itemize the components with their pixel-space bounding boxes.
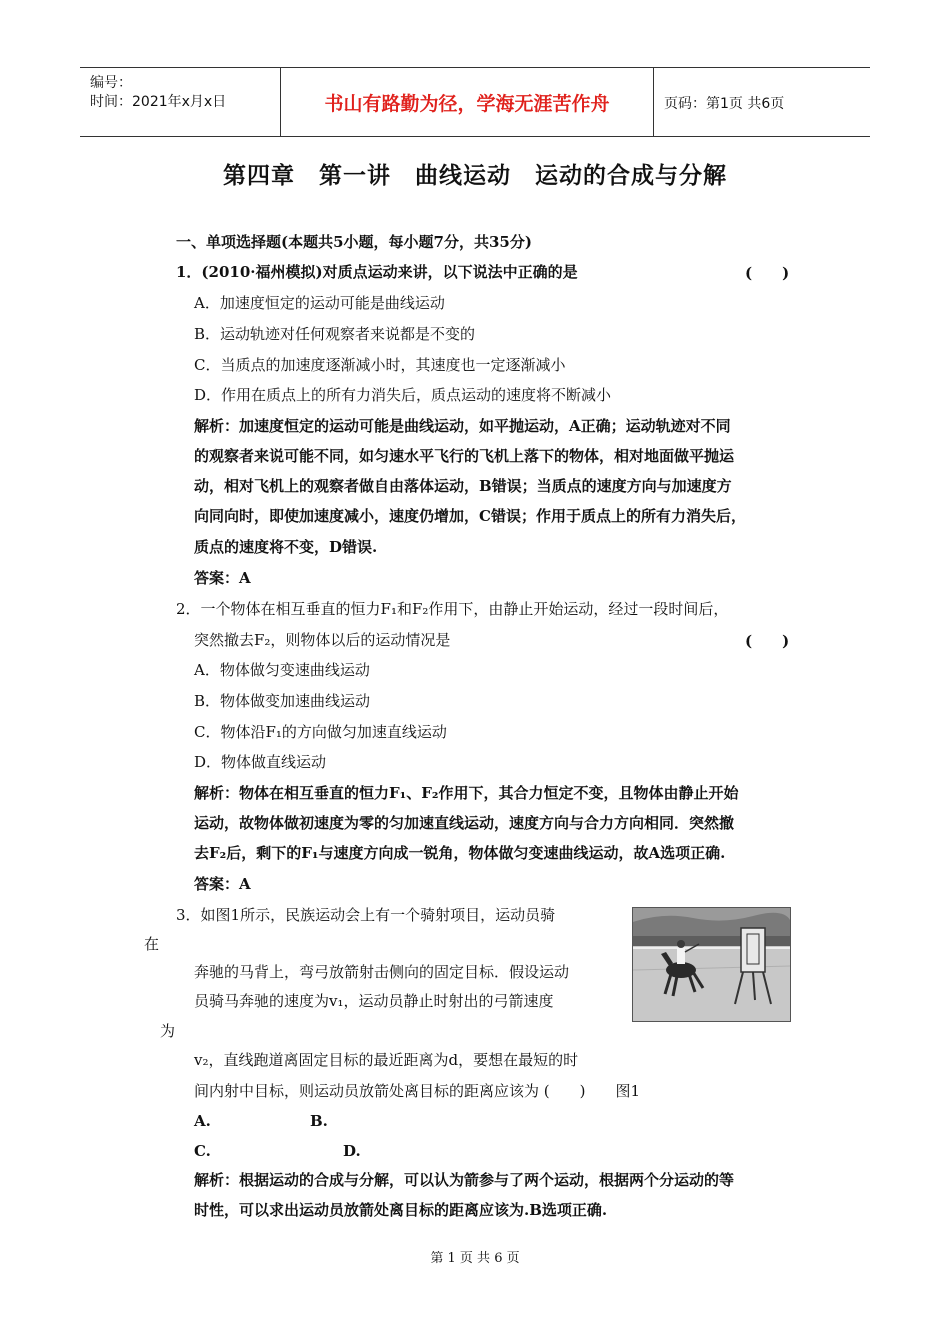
header-motto: 书山有路勤为径，学海无涯苦作舟 xyxy=(280,68,654,136)
q2-analysis-line: 运动，故物体做初速度为零的匀加速直线运动，速度方向与合力方向相同．突然撤 xyxy=(194,814,735,832)
q3-stem-line: 在 xyxy=(144,935,160,953)
q2-option-c: C．物体沿F₁的方向做匀加速直线运动 xyxy=(194,723,447,741)
q3-option-c: C. xyxy=(194,1142,211,1160)
section-heading: 一、单项选择题(本题共5小题，每小题7分，共35分) xyxy=(176,233,532,251)
q1-analysis-line: 向同向时，即使加速度减小，速度仍增加，C错误；作用于质点上的所有力消失后， xyxy=(194,507,746,525)
q1-analysis-line: 解析：加速度恒定的运动可能是曲线运动，如平抛运动，A正确；运动轨迹对不同 xyxy=(194,417,731,435)
q2-answer: 答案：A xyxy=(194,875,251,893)
q1-analysis-line: 质点的速度将不变，D错误. xyxy=(194,538,378,556)
date-line: 时间：2021年x月x日 xyxy=(90,94,227,110)
q2-stem-line: 2．一个物体在相互垂直的恒力F₁和F₂作用下，由静止开始运动，经过一段时间后， xyxy=(176,600,729,618)
chapter-title: 第四章 第一讲 曲线运动 运动的合成与分解 xyxy=(223,163,727,189)
q1-option-b: B．运动轨迹对任何观察者来说都是不变的 xyxy=(194,325,476,343)
q1-analysis-line: 的观察者来说可能不同，如匀速水平飞行的飞机上落下的物体，相对地面做平抛运 xyxy=(194,447,735,465)
q2-option-b: B．物体做变加速曲线运动 xyxy=(194,692,371,710)
figure-1-photo xyxy=(632,907,791,1022)
q2-option-a: A．物体做匀变速曲线运动 xyxy=(194,661,370,679)
header-meta xyxy=(90,74,226,112)
q3-stem-line: 奔驰的马背上，弯弓放箭射击侧向的固定目标．假设运动 xyxy=(194,963,570,981)
q1-answer-blank: ( ) xyxy=(745,264,790,282)
q1-option-a: A．加速度恒定的运动可能是曲线运动 xyxy=(194,294,445,312)
q3-option-d: D. xyxy=(343,1142,361,1160)
q3-stem-line: 为 xyxy=(160,1022,176,1040)
header-page-info: 页码：第1页 共6页 xyxy=(664,96,785,112)
q3-stem-line: v₂，直线跑道离固定目标的最近距离为d，要想在最短的时 xyxy=(194,1051,579,1069)
page-header xyxy=(80,67,870,137)
q3-stem-line: 3．如图1所示，民族运动会上有一个骑射项目，运动员骑 xyxy=(176,906,556,924)
q3-option-b: B. xyxy=(310,1112,328,1130)
page-footer: 第 1 页 共 6 页 xyxy=(430,1251,520,1266)
q1-answer: 答案：A xyxy=(194,569,251,587)
q3-stem-line: 间内射中目标，则运动员放箭处离目标的距离应该为 ( ) 图1 xyxy=(194,1082,641,1100)
q2-stem-line: 突然撤去F₂，则物体以后的运动情况是 xyxy=(194,631,451,649)
q1-stem: 1．(2010·福州模拟)对质点运动来讲，以下说法中正确的是 xyxy=(176,263,578,281)
q1-option-c: C．当质点的加速度逐渐减小时，其速度也一定逐渐减小 xyxy=(194,356,566,374)
q1-analysis-line: 动，相对飞机上的观察者做自由落体运动，B错误；当质点的速度方向与加速度方 xyxy=(194,477,732,495)
q2-analysis-line: 去F₂后，剩下的F₁与速度方向成一锐角，物体做匀变速曲线运动，故A选项正确. xyxy=(194,844,726,862)
q1-option-d: D．作用在质点上的所有力消失后，质点运动的速度将不断减小 xyxy=(194,386,612,404)
serial-label: 编号： xyxy=(90,75,132,91)
q2-answer-blank: ( ) xyxy=(745,632,790,650)
q2-analysis-line: 解析：物体在相互垂直的恒力F₁、F₂作用下，其合力恒定不变，且物体由静止开始 xyxy=(194,784,739,802)
horse-archer-illustration xyxy=(633,908,790,1021)
q2-option-d: D．物体做直线运动 xyxy=(194,753,327,771)
q3-analysis-line: 时性，可以求出运动员放箭处离目标的距离应该为.B选项正确. xyxy=(194,1201,608,1219)
q3-stem-line: 员骑马奔驰的速度为v₁，运动员静止时射出的弓箭速度 xyxy=(194,992,554,1010)
q3-analysis-line: 解析：根据运动的合成与分解，可以认为箭参与了两个运动，根据两个分运动的等 xyxy=(194,1171,735,1189)
q3-option-a: A. xyxy=(194,1112,211,1130)
